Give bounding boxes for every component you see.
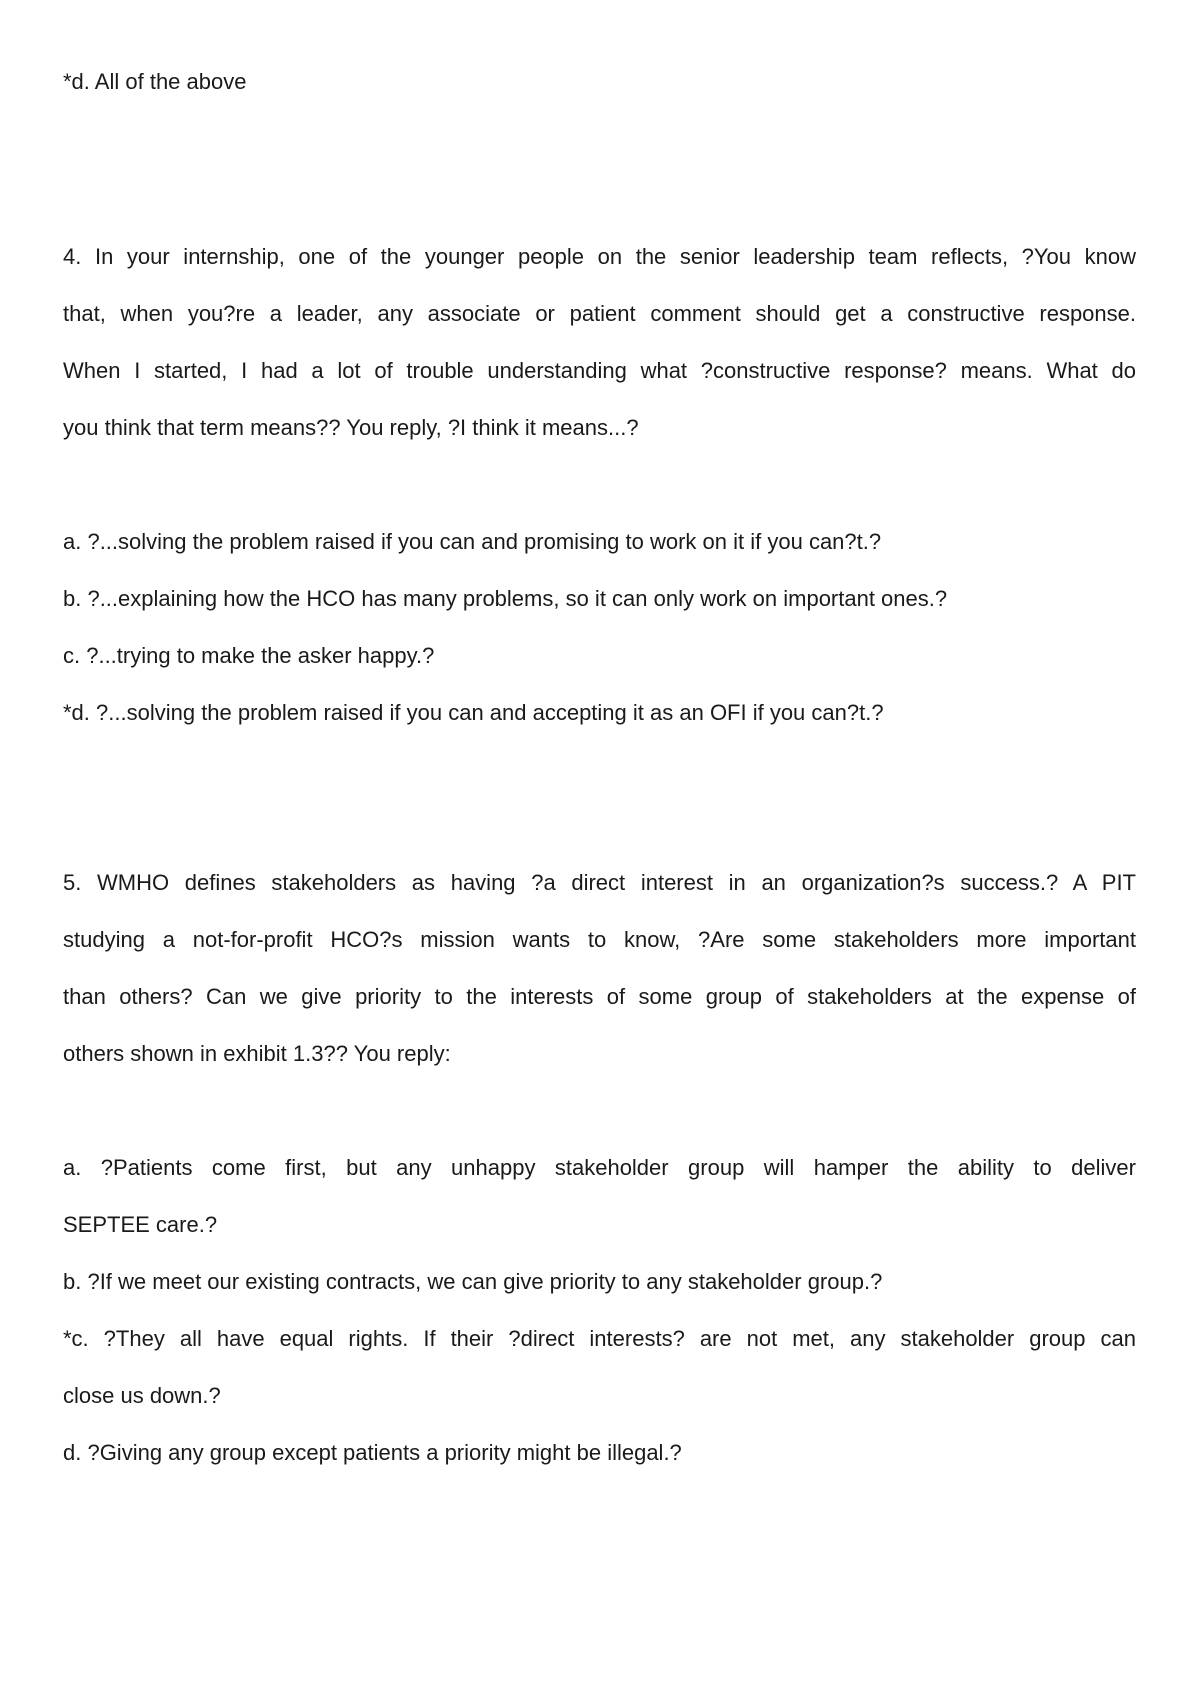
previous-answer: *d. All of the above	[63, 69, 247, 94]
question-5-option-c-continued: close us down.?	[63, 1383, 221, 1408]
question-4-line: that, when you?re a leader, any associate or patient comment should get a constructive response.	[63, 301, 1136, 326]
question-5-line: others shown in exhibit 1.3?? You reply:	[63, 1041, 451, 1066]
question-4-option-b: b. ?...explaining how the HCO has many problems, so it can only work on important ones.?	[63, 586, 948, 611]
question-5-option-d: d. ?Giving any group except patients a priority might be illegal.?	[63, 1440, 682, 1465]
question-4-option-c: c. ?...trying to make the asker happy.?	[63, 643, 435, 668]
question-5-option-b: b. ?If we meet our existing contracts, we can give priority to any stakeholder group.?	[63, 1269, 883, 1294]
question-5-option-a-continued: SEPTEE care.?	[63, 1212, 218, 1237]
question-5-line: studying a not-for-profit HCO?s mission wants to know, ?Are some stakeholders more important	[63, 927, 1136, 952]
question-4-line: you think that term means?? You reply, ?I think it means...?	[63, 415, 639, 440]
question-5-option-c: *c. ?They all have equal rights. If their ?direct interests? are not met, any stakeholder group can	[63, 1326, 1136, 1351]
question-4-line: 4. In your internship, one of the younger people on the senior leadership team reflects, ?You know	[63, 244, 1136, 269]
question-4-line: When I started, I had a lot of trouble understanding what ?constructive response? means. What do	[63, 358, 1136, 383]
question-5-line: than others? Can we give priority to the interests of some group of stakeholders at the expense of	[63, 984, 1136, 1009]
question-5-line: 5. WMHO defines stakeholders as having ?a direct interest in an organization?s success.? A PIT	[63, 870, 1136, 895]
question-4-option-a: a. ?...solving the problem raised if you can and promising to work on it if you can?t.?	[63, 529, 882, 554]
question-4-option-d: *d. ?...solving the problem raised if you can and accepting it as an OFI if you can?t.?	[63, 700, 884, 725]
question-5-option-a: a. ?Patients come first, but any unhappy stakeholder group will hamper the ability to deliver	[63, 1155, 1136, 1180]
